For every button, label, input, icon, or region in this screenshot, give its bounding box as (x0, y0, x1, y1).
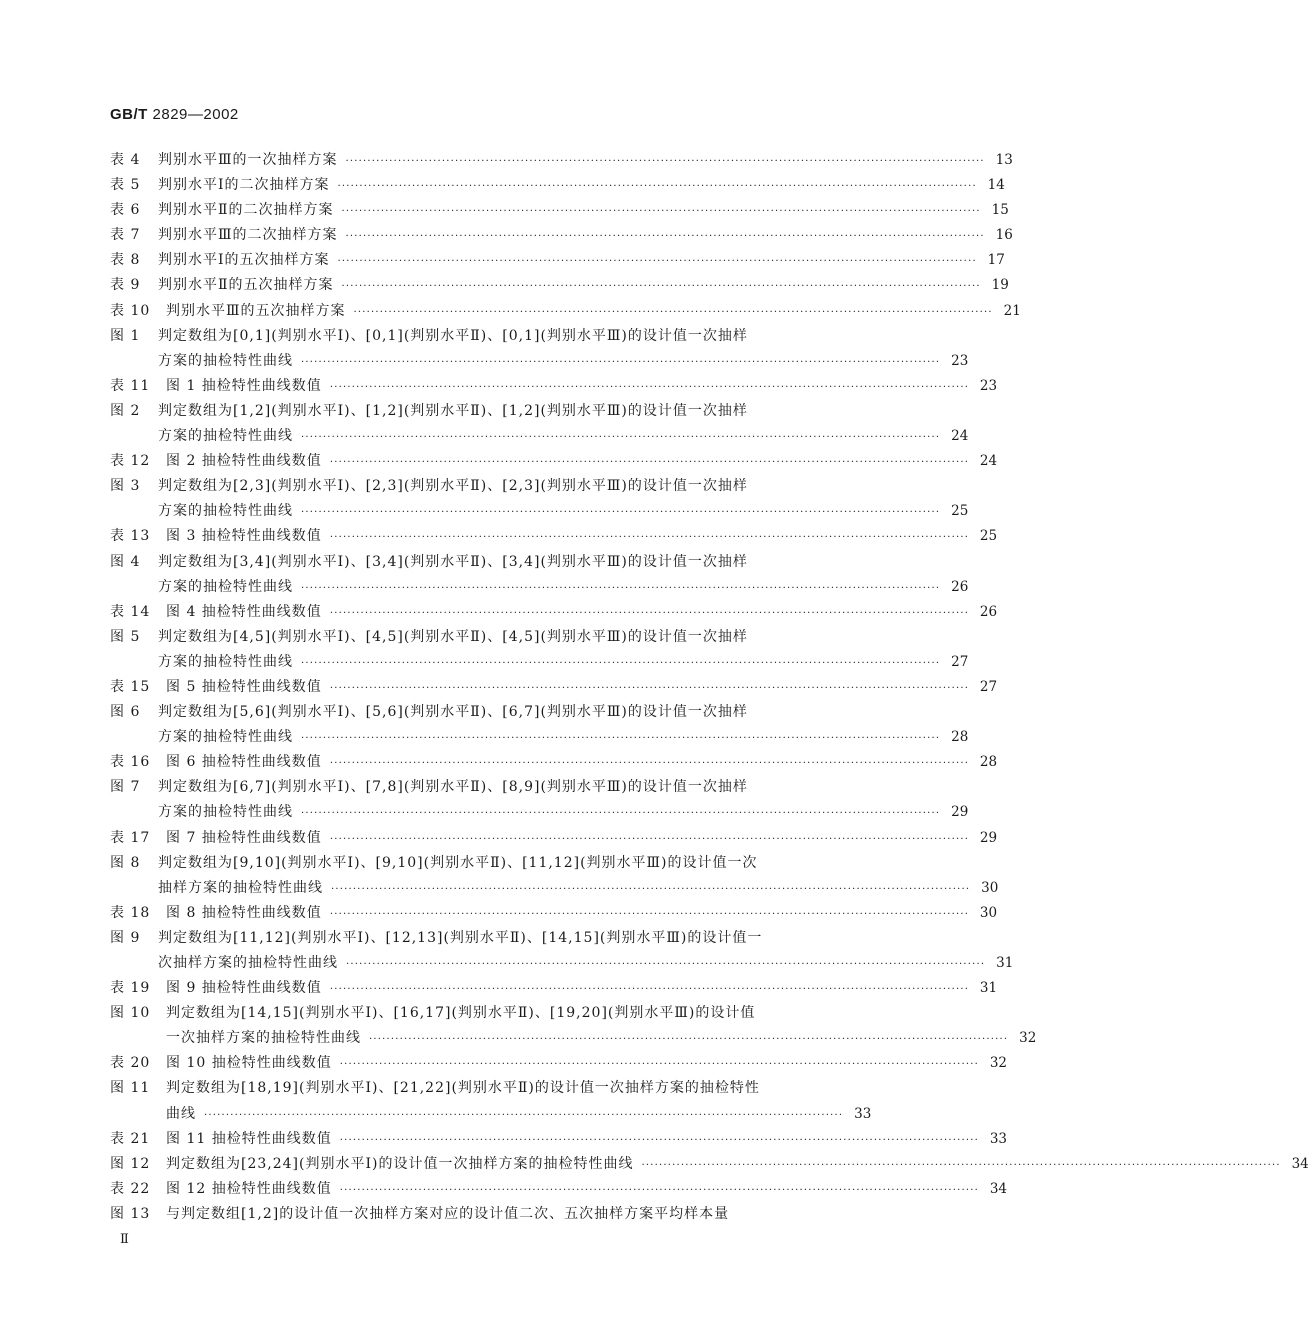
toc-entry-line (110, 550, 848, 575)
toc-entry-title: 次抽样方案的抽检特性曲线 (158, 955, 338, 971)
toc-entry-title: 方案的抽检特性曲线 (158, 428, 293, 445)
toc-page-number: 25 (979, 528, 998, 545)
toc-page-number: 33 (989, 1130, 1008, 1147)
toc-entry[interactable] (110, 851, 999, 901)
toc-leader-dots (301, 350, 940, 375)
toc-page-number: 19 (991, 277, 1009, 294)
toc-entry[interactable] (110, 474, 969, 524)
toc-entry-title: 与判定数组[1,2]的设计值一次抽样方案对应的设计值二次、五次抽样方案平均样本量 (166, 1205, 730, 1222)
toc-entry[interactable] (110, 148, 1013, 173)
toc-leader-dots (641, 1153, 1280, 1178)
toc-leader-dots (346, 952, 985, 977)
toc-entry-title: 曲线 (166, 1105, 196, 1122)
toc-entry-title: 图 8 抽检特性曲线数值 (166, 904, 322, 921)
toc-entry-label: 图 3 (110, 478, 141, 495)
toc-entry-line (110, 324, 848, 349)
toc-entry-title: 方案的抽检特性曲线 (158, 503, 293, 520)
toc-leader-dots (301, 576, 940, 601)
toc-entry[interactable] (110, 1076, 872, 1126)
toc-leader-dots (346, 224, 985, 249)
toc-leader-dots (204, 1103, 843, 1128)
toc-leader-dots (330, 676, 969, 701)
toc-entry-line (110, 926, 848, 951)
toc-entry-label: 表 5 (110, 177, 141, 194)
toc-leader-dots (330, 977, 969, 1002)
toc-entry-continuation (110, 424, 969, 449)
toc-entry-line (110, 248, 1005, 273)
toc-leader-dots (330, 525, 969, 550)
toc-entry-continuation (110, 650, 969, 675)
toc-entry-label: 表 4 (110, 152, 141, 168)
toc-entry-label: 图 8 (110, 854, 141, 871)
toc-page-number: 17 (987, 252, 1005, 269)
toc-entry-label: 图 7 (110, 779, 141, 796)
toc-entry-title: 方案的抽检特性曲线 (158, 729, 293, 746)
toc-page-number: 25 (951, 503, 969, 520)
toc-entry-title: 判定数组为[5,6](判别水平Ⅰ)、[5,6](判别水平Ⅱ)、[6,7](判别水平Ⅲ)的设计值一次抽样 (158, 704, 748, 721)
toc-page-number: 34 (989, 1180, 1008, 1197)
toc-entry-title: 图 1 抽检特性曲线数值 (166, 377, 322, 394)
toc-entry-label: 表 18 (110, 904, 151, 921)
toc-entry-continuation (110, 349, 969, 374)
toc-entry-title: 判别水平Ⅰ的二次抽样方案 (158, 177, 330, 194)
toc-leader-dots (330, 751, 969, 776)
toc-entry-title: 方案的抽检特性曲线 (158, 653, 293, 670)
toc-leader-dots (340, 1178, 979, 1203)
toc-page-number: 28 (979, 754, 998, 771)
toc-entry-line (110, 625, 848, 650)
toc-entry-line (110, 750, 998, 775)
toc-page-number: 21 (1003, 302, 1021, 319)
toc-leader-dots (301, 726, 940, 751)
toc-entry[interactable] (110, 173, 1005, 198)
toc-entry-label: 图 5 (110, 628, 141, 645)
toc-entry-title: 判定数组为[11,12](判别水平Ⅰ)、[12,13](判别水平Ⅱ)、[14,15](判别水平Ⅲ)的设计值一 (158, 929, 763, 946)
toc-entry-title: 判定数组为[9,10](判别水平Ⅰ)、[9,10](判别水平Ⅱ)、[11,12](判别水平Ⅲ)的设计值一次 (158, 854, 758, 871)
toc-page-number: 29 (979, 829, 998, 846)
toc-entry-title: 一次抽样方案的抽检特性曲线 (166, 1030, 361, 1047)
toc-entry-label: 表 11 (110, 377, 151, 394)
toc-leader-dots (330, 375, 969, 400)
toc-entry-label: 图 9 (110, 929, 141, 946)
toc-entry-line (110, 223, 1013, 248)
toc-entry-title: 判别水平Ⅲ的二次抽样方案 (158, 227, 338, 244)
toc-entry-title: 判定数组为[0,1](判别水平Ⅰ)、[0,1](判别水平Ⅱ)、[0,1](判别水平Ⅲ)的设计值一次抽样 (158, 327, 748, 344)
toc-entry-label: 图 12 (110, 1155, 151, 1172)
toc-entry-label: 表 19 (110, 980, 151, 997)
toc-entry-title: 判别水平Ⅱ的五次抽样方案 (158, 277, 334, 294)
toc-entry-title: 抽样方案的抽检特性曲线 (158, 879, 323, 896)
toc-entry[interactable] (110, 273, 1009, 298)
toc-page-number: 29 (951, 804, 969, 821)
page-number-roman: Ⅱ (120, 1232, 129, 1247)
toc-entry-line (110, 524, 998, 549)
toc-leader-dots (354, 300, 993, 325)
toc-entry-title: 图 12 抽检特性曲线数值 (166, 1180, 332, 1197)
toc-page-number: 23 (951, 352, 969, 369)
toc-entry-line (110, 198, 1009, 223)
toc-leader-dots (330, 450, 969, 475)
toc-entry-line (110, 1051, 1008, 1076)
toc-entry[interactable] (110, 248, 1005, 273)
toc-entry-label: 图 1 (110, 327, 141, 344)
toc-entry-title: 判定数组为[4,5](判别水平Ⅰ)、[4,5](判别水平Ⅱ)、[4,5](判别水平Ⅲ)的设计值一次抽样 (158, 628, 748, 645)
standard-prefix: GB/T (110, 106, 148, 123)
toc-page-number: 30 (979, 904, 998, 921)
toc-entry-title: 方案的抽检特性曲线 (158, 352, 293, 369)
toc-page-number: 31 (996, 955, 1014, 971)
toc-entry-label: 图 2 (110, 402, 141, 419)
toc-entry-title: 判定数组为[23,24](判别水平Ⅰ)的设计值一次抽样方案的抽检特性曲线 (166, 1155, 634, 1172)
toc-entry-label: 图 10 (110, 1005, 151, 1022)
toc-entry-line (110, 148, 1013, 173)
toc-entry-line (110, 675, 998, 700)
toc-entry[interactable] (110, 1001, 1037, 1051)
toc-entry[interactable] (110, 1127, 1008, 1152)
toc-entry-label: 图 4 (110, 553, 141, 570)
toc-entry-line (110, 1152, 1309, 1177)
toc-entry-continuation (110, 876, 999, 901)
toc-entry-line (110, 299, 1021, 324)
toc-entry-label: 表 21 (110, 1130, 151, 1147)
toc-entry-title: 图 10 抽检特性曲线数值 (166, 1055, 332, 1072)
toc-page-number: 30 (981, 879, 999, 896)
toc-leader-dots (301, 651, 940, 676)
toc-leader-dots (301, 500, 940, 525)
toc-entry-title: 判定数组为[18,19](判别水平Ⅰ)、[21,22](判别水平Ⅱ)的设计值一次抽样方案的抽检特性 (166, 1080, 760, 1097)
toc-entry-line (110, 399, 848, 424)
toc-entry-continuation (110, 1102, 872, 1127)
toc-entry-line (110, 976, 998, 1001)
toc-entry-title: 图 5 抽检特性曲线数值 (166, 678, 322, 695)
toc-entry-label: 图 13 (110, 1205, 151, 1222)
toc-entry[interactable] (110, 449, 998, 474)
toc-page-number: 14 (987, 177, 1005, 194)
toc-entry-label: 图 6 (110, 704, 141, 721)
toc-entry-title: 图 2 抽检特性曲线数值 (166, 453, 322, 470)
toc-entry-title: 图 9 抽检特性曲线数值 (166, 980, 322, 997)
toc-entry-title: 判定数组为[14,15](判别水平Ⅰ)、[16,17](判别水平Ⅱ)、[19,20](判别水平Ⅲ)的设计值 (166, 1005, 756, 1022)
toc-entry-line (110, 700, 848, 725)
toc-entry[interactable] (110, 399, 969, 449)
toc-entry-line (110, 1076, 848, 1101)
toc-entry-label: 表 7 (110, 227, 141, 244)
toc-leader-dots (330, 601, 969, 626)
toc-entry-line (110, 901, 998, 926)
toc-entry[interactable] (110, 374, 998, 399)
toc-entry-continuation (110, 499, 969, 524)
toc-leader-dots (342, 199, 981, 224)
toc-entry-line (110, 474, 848, 499)
toc-entry[interactable] (110, 550, 969, 600)
standard-number: 2829—2002 (147, 106, 239, 123)
toc-leader-dots (338, 174, 977, 199)
toc-leader-dots (369, 1027, 1008, 1052)
toc-entry-title: 图 11 抽检特性曲线数值 (166, 1130, 332, 1147)
toc-page-number: 23 (979, 377, 998, 394)
toc-entry-title: 方案的抽检特性曲线 (158, 578, 293, 595)
toc-entry[interactable] (110, 223, 1013, 248)
toc-entry-label: 表 10 (110, 302, 151, 319)
toc-entry-label: 表 15 (110, 678, 151, 695)
toc-entry-label: 表 17 (110, 829, 151, 846)
toc-entry-label: 表 14 (110, 603, 151, 620)
toc-leader-dots (340, 1052, 979, 1077)
toc-entry-title: 判别水平Ⅱ的二次抽样方案 (158, 202, 334, 219)
toc-entry-title: 图 3 抽检特性曲线数值 (166, 528, 322, 545)
toc-page-number: 31 (979, 980, 998, 997)
toc-entry-label: 表 9 (110, 277, 141, 294)
toc-entry-title: 判别水平Ⅰ的五次抽样方案 (158, 252, 330, 269)
toc-entry-title: 图 4 抽检特性曲线数值 (166, 603, 322, 620)
toc-page-number: 33 (854, 1105, 872, 1122)
toc-entry-title: 判别水平Ⅲ的五次抽样方案 (166, 302, 346, 319)
toc-page-number: 34 (1291, 1155, 1309, 1172)
toc-entry[interactable] (110, 675, 998, 700)
toc-entry-line (110, 775, 848, 800)
toc-page-number: 15 (991, 202, 1009, 219)
toc-entry-continuation (110, 725, 969, 750)
toc-entry-label: 表 8 (110, 252, 141, 269)
toc-entry[interactable] (110, 750, 998, 775)
toc-entry[interactable] (110, 926, 1014, 976)
toc-entry[interactable] (110, 700, 969, 750)
toc-entry-title: 判定数组为[3,4](判别水平Ⅰ)、[3,4](判别水平Ⅱ)、[3,4](判别水平Ⅲ)的设计值一次抽样 (158, 553, 748, 570)
toc-entry-label: 表 22 (110, 1180, 151, 1197)
toc-entry[interactable] (110, 826, 998, 851)
toc-entry-line (110, 1202, 848, 1227)
toc-entry-title: 判定数组为[1,2](判别水平Ⅰ)、[1,2](判别水平Ⅱ)、[1,2](判别水平Ⅲ)的设计值一次抽样 (158, 402, 748, 419)
toc-entry-continuation (110, 575, 969, 600)
toc-leader-dots (330, 827, 969, 852)
toc-leader-dots (342, 274, 981, 299)
toc-entry[interactable] (110, 1202, 848, 1227)
toc-page-number: 28 (951, 729, 969, 746)
toc-page-number: 24 (979, 453, 998, 470)
toc-entry-label: 图 11 (110, 1080, 151, 1097)
toc-entry-line (110, 449, 998, 474)
toc-page-number: 24 (951, 428, 969, 445)
toc-entry-continuation (110, 1026, 1037, 1051)
toc-leader-dots (338, 249, 977, 274)
toc-entry-title: 图 6 抽检特性曲线数值 (166, 754, 322, 771)
toc-page-number: 26 (951, 578, 969, 595)
toc-leader-dots (301, 801, 940, 826)
toc-entry[interactable] (110, 625, 969, 675)
toc-entry-title: 判定数组为[6,7](判别水平Ⅰ)、[7,8](判别水平Ⅱ)、[8,9](判别水平Ⅲ)的设计值一次抽样 (158, 779, 748, 796)
table-of-contents (110, 148, 1309, 1227)
toc-leader-dots (331, 877, 970, 902)
toc-entry[interactable] (110, 1177, 1008, 1202)
toc-entry[interactable] (110, 901, 998, 926)
toc-entry-label: 表 6 (110, 202, 141, 219)
document-code (110, 106, 239, 123)
toc-page-number: 32 (989, 1055, 1008, 1072)
toc-entry-line (110, 1001, 848, 1026)
toc-entry-line (110, 173, 1005, 198)
toc-entry-line (110, 273, 1009, 298)
toc-entry-title: 方案的抽检特性曲线 (158, 804, 293, 821)
toc-entry[interactable] (110, 1051, 1008, 1076)
toc-page-number: 27 (979, 678, 998, 695)
toc-entry-title: 图 7 抽检特性曲线数值 (166, 829, 322, 846)
toc-leader-dots (340, 1128, 979, 1153)
toc-entry-label: 表 20 (110, 1055, 151, 1072)
toc-leader-dots (346, 149, 985, 174)
toc-entry[interactable] (110, 198, 1009, 223)
toc-entry-continuation (110, 951, 1014, 976)
toc-entry[interactable] (110, 324, 969, 374)
toc-entry-title: 判别水平Ⅲ的一次抽样方案 (158, 152, 338, 168)
toc-entry[interactable] (110, 524, 998, 549)
toc-entry-line (110, 600, 998, 625)
toc-entry[interactable] (110, 299, 1021, 324)
toc-entry-line (110, 826, 998, 851)
toc-entry-line (110, 374, 998, 399)
toc-entry-line (110, 851, 848, 876)
toc-entry-line (110, 1177, 1008, 1202)
toc-entry-continuation (110, 800, 969, 825)
toc-entry-title: 判定数组为[2,3](判别水平Ⅰ)、[2,3](判别水平Ⅱ)、[2,3](判别水平Ⅲ)的设计值一次抽样 (158, 478, 748, 495)
toc-entry[interactable] (110, 1152, 1309, 1177)
toc-entry[interactable] (110, 600, 998, 625)
toc-page-number: 16 (995, 227, 1013, 244)
toc-leader-dots (301, 425, 940, 450)
toc-entry-label: 表 13 (110, 528, 151, 545)
toc-entry-label: 表 16 (110, 754, 151, 771)
toc-entry-label: 表 12 (110, 453, 151, 470)
toc-entry-line (110, 1127, 1008, 1152)
toc-entry[interactable] (110, 775, 969, 825)
toc-entry[interactable] (110, 976, 998, 1001)
toc-page-number: 26 (979, 603, 998, 620)
toc-page-number: 27 (951, 653, 969, 670)
toc-page-number: 32 (1019, 1030, 1037, 1047)
toc-page-number: 13 (995, 152, 1013, 168)
toc-leader-dots (330, 902, 969, 927)
